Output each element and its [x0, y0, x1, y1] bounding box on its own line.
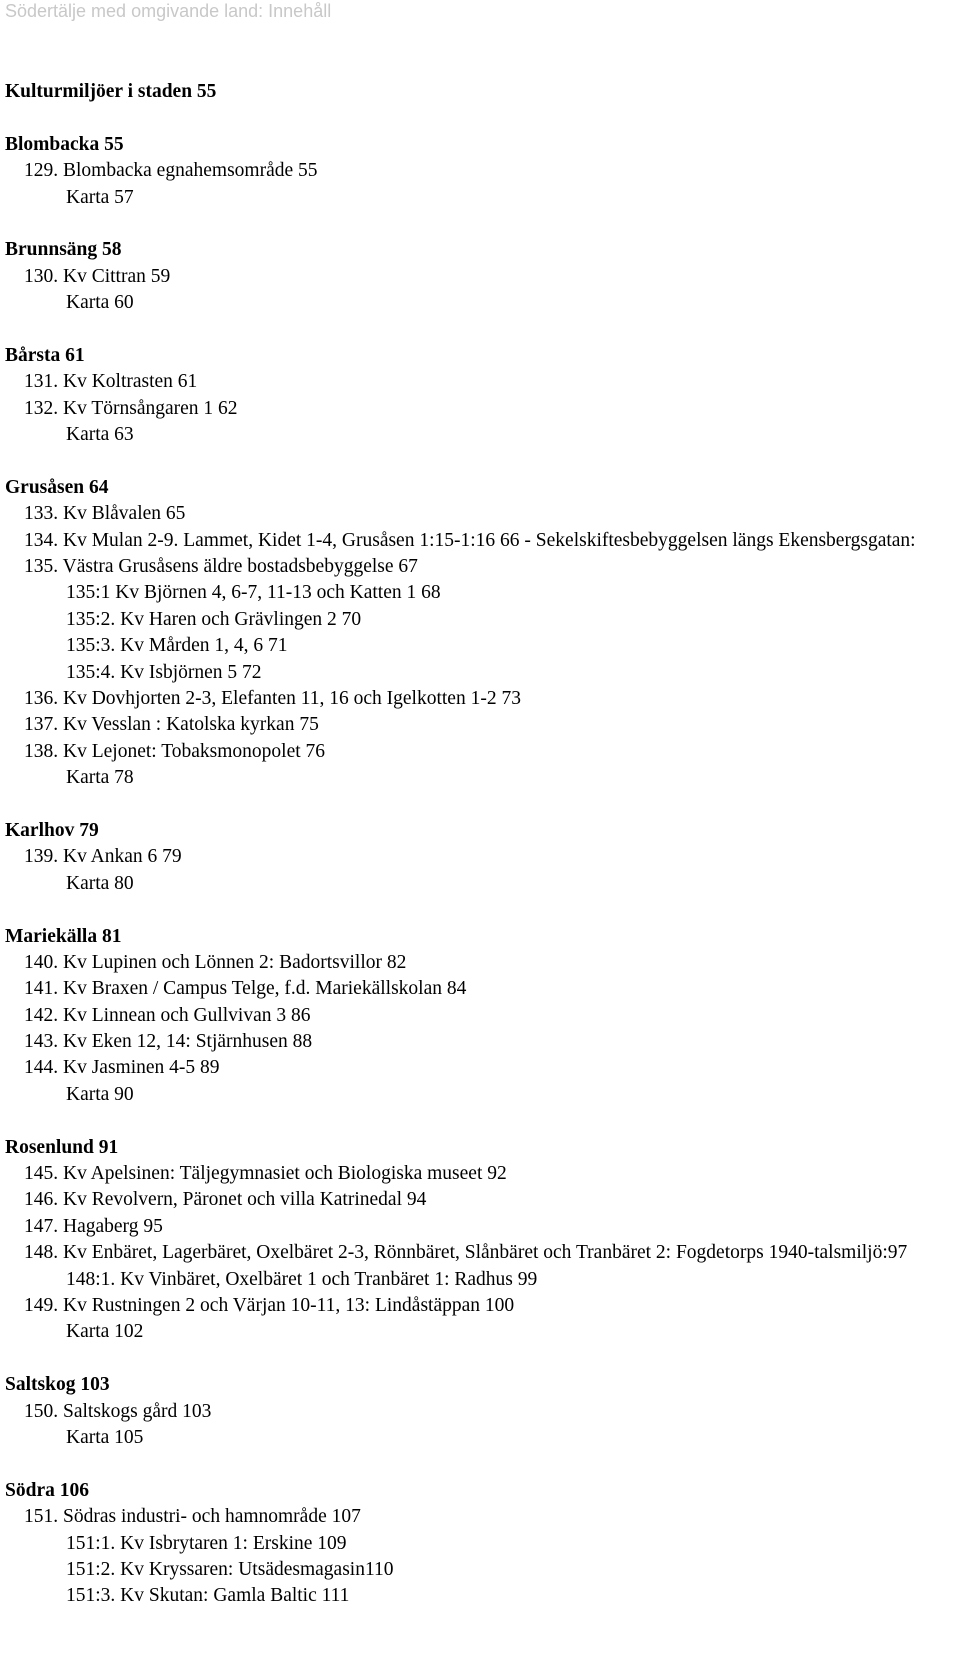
toc-heading-brunnsang[interactable]: Brunnsäng 58 [5, 239, 122, 261]
toc-map-blombacka[interactable]: Karta 57 [66, 186, 134, 208]
toc-heading-barsta[interactable]: Bårsta 61 [5, 344, 85, 366]
toc-entry-130[interactable]: 130. Kv Cittran 59 [24, 265, 171, 287]
toc-heading-karlhov[interactable]: Karlhov 79 [5, 819, 99, 841]
toc-heading-blombacka[interactable]: Blombacka 55 [5, 133, 124, 155]
page-header: Södertälje med omgivande land: Innehåll [5, 1, 332, 21]
toc-entry-145[interactable]: 145. Kv Apelsinen: Täljegymnasiet och Biologiska museet 92 [24, 1163, 507, 1185]
spacer [5, 448, 955, 474]
toc-entry-142[interactable]: 142. Kv Linnean och Gullvivan 3 86 [24, 1004, 311, 1026]
toc-entry-137[interactable]: 137. Kv Vesslan : Katolska kyrkan 75 [24, 714, 319, 736]
spacer [5, 105, 955, 131]
toc-entry-131[interactable]: 131. Kv Koltrasten 61 [24, 371, 198, 393]
toc-heading-saltskog[interactable]: Saltskog 103 [5, 1374, 110, 1396]
spacer [5, 792, 955, 818]
toc-map-barsta[interactable]: Karta 63 [66, 424, 134, 446]
toc-entry-132[interactable]: 132. Kv Törnsångaren 1 62 [24, 397, 238, 419]
toc-entry-146[interactable]: 146. Kv Revolvern, Päronet och villa Katrinedal 94 [24, 1189, 427, 1211]
toc-entry-134[interactable]: 134. Kv Mulan 2-9. Lammet, Kidet 1-4, Grusåsen 1:15-1:16 66 - Sekelskiftesbebyggelsen längs Ekensbergsgatan: [24, 529, 916, 551]
toc-entry-140[interactable]: 140. Kv Lupinen och Lönnen 2: Badortsvillor 82 [24, 951, 407, 973]
toc-entry-149[interactable]: 149. Kv Rustningen 2 och Värjan 10-11, 13: Lindåstäppan 100 [24, 1295, 515, 1316]
toc-entry-136[interactable]: 136. Kv Dovhjorten 2-3, Elefanten 11, 16 och Igelkotten 1-2 73 [24, 688, 521, 709]
toc-map-rosenlund[interactable]: Karta 102 [66, 1321, 144, 1343]
spacer [5, 897, 955, 923]
toc-heading-rosenlund[interactable]: Rosenlund 91 [5, 1136, 119, 1158]
toc-map-karlhov[interactable]: Karta 80 [66, 872, 134, 894]
toc-heading-sodra[interactable]: Södra 106 [5, 1479, 89, 1501]
toc-entry-139[interactable]: 139. Kv Ankan 6 79 [24, 846, 182, 868]
spacer [5, 1451, 955, 1477]
spacer [5, 1108, 955, 1134]
toc-entry-129[interactable]: 129. Blombacka egnahemsområde 55 [24, 160, 318, 182]
toc-entry-135-2[interactable]: 135:2. Kv Haren och Grävlingen 2 70 [66, 608, 362, 630]
toc-map-saltskog[interactable]: Karta 105 [66, 1426, 144, 1448]
toc-entry-151-3[interactable]: 151:3. Kv Skutan: Gamla Baltic 111 [66, 1585, 350, 1607]
spacer [5, 1346, 955, 1372]
toc-entry-135[interactable]: 135. Västra Grusåsens äldre bostadsbebyggelse 67 [24, 556, 418, 578]
section-title: Kulturmiljöer i staden 55 [5, 81, 217, 102]
spacer [5, 211, 955, 237]
toc-entry-135-4[interactable]: 135:4. Kv Isbjörnen 5 72 [66, 661, 262, 683]
toc-entry-151[interactable]: 151. Södras industri- och hamnområde 107 [24, 1506, 361, 1528]
toc-entry-141[interactable]: 141. Kv Braxen / Campus Telge, f.d. Mariekällskolan 84 [24, 978, 467, 1000]
toc-entry-144[interactable]: 144. Kv Jasminen 4-5 89 [24, 1057, 220, 1079]
toc-entry-148[interactable]: 148. Kv Enbäret, Lagerbäret, Oxelbäret 2-3, Rönnbäret, Slånbäret och Tranbäret 2: Fogdetorps 1940-talsmiljö:97 [24, 1242, 908, 1264]
toc-heading-grusasen[interactable]: Grusåsen 64 [5, 476, 109, 498]
toc-map-grusasen[interactable]: Karta 78 [66, 767, 134, 789]
toc-entry-133[interactable]: 133. Kv Blåvalen 65 [24, 503, 186, 525]
spacer [5, 317, 955, 343]
toc-entry-143[interactable]: 143. Kv Eken 12, 14: Stjärnhusen 88 [24, 1031, 313, 1053]
toc-entry-147[interactable]: 147. Hagaberg 95 [24, 1215, 163, 1237]
toc-entry-148-1[interactable]: 148:1. Kv Vinbäret, Oxelbäret 1 och Tranbäret 1: Radhus 99 [66, 1268, 538, 1290]
table-of-contents [5, 79, 955, 1610]
toc-heading-mariekalla[interactable]: Mariekälla 81 [5, 925, 122, 947]
toc-map-mariekalla[interactable]: Karta 90 [66, 1083, 134, 1105]
toc-entry-151-2[interactable]: 151:2. Kv Kryssaren: Utsädesmagasin110 [66, 1558, 394, 1580]
toc-entry-135-1[interactable]: 135:1 Kv Björnen 4, 6-7, 11-13 och Katten 1 68 [66, 582, 441, 604]
toc-entry-151-1[interactable]: 151:1. Kv Isbrytaren 1: Erskine 109 [66, 1532, 347, 1554]
toc-entry-135-3[interactable]: 135:3. Kv Mården 1, 4, 6 71 [66, 635, 288, 657]
toc-entry-150[interactable]: 150. Saltskogs gård 103 [24, 1400, 212, 1422]
toc-entry-138[interactable]: 138. Kv Lejonet: Tobaksmonopolet 76 [24, 740, 326, 762]
toc-map-brunnsang[interactable]: Karta 60 [66, 292, 134, 314]
